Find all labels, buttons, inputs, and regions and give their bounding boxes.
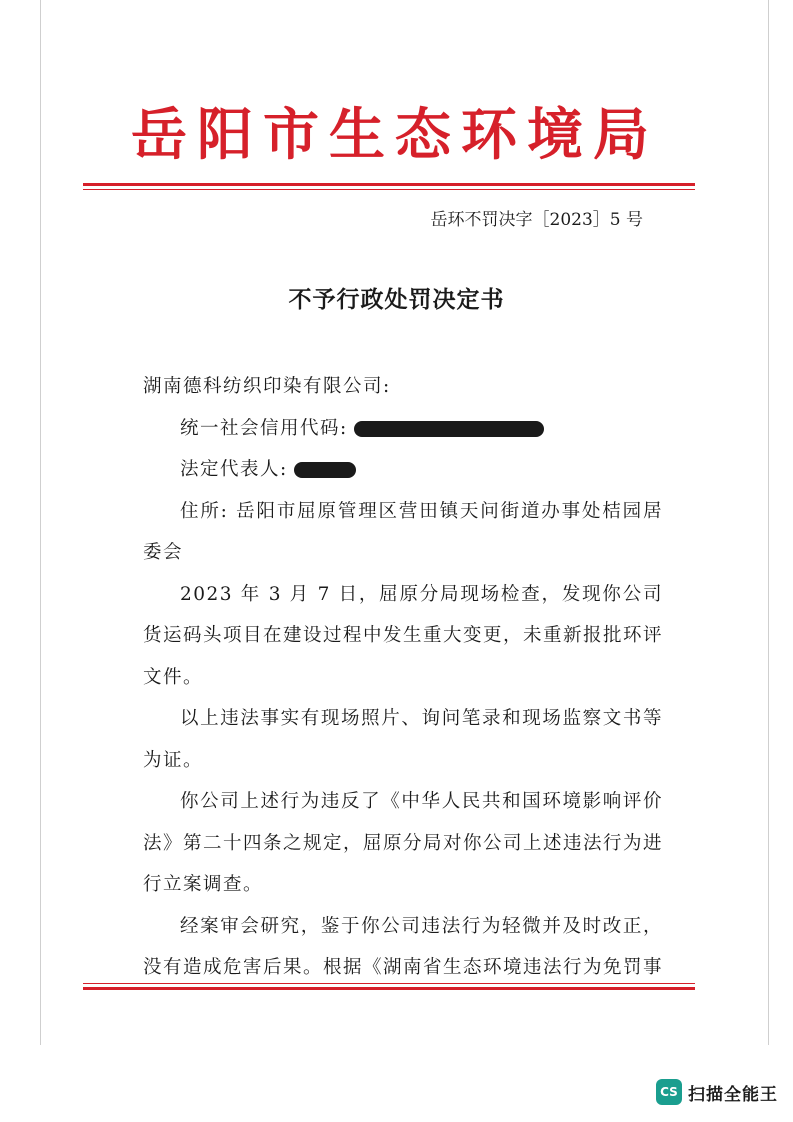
- scanner-label: 扫描全能王: [688, 1084, 778, 1105]
- address-line: [143, 491, 663, 574]
- legal-rep-line: [143, 449, 663, 491]
- scanner-watermark: [656, 1078, 778, 1106]
- redaction-bar: [354, 421, 544, 437]
- party-name: 湖南德科纺织印染有限公司:: [143, 376, 391, 397]
- footer-rule-thick: [83, 987, 695, 990]
- document-number: 岳环不罚决字［2023］5 号: [430, 210, 643, 230]
- redaction-bar: [294, 462, 356, 478]
- paragraph-violation: 你公司上述行为违反了《中华人民共和国环境影响评价法》第二十四条之规定，屈原分局对你公司上述违法行为进行立案调查。: [143, 791, 664, 895]
- paragraph-review: 经案审会研究，鉴于你公司违法行为轻微并及时改正，没有造成危害后果。根据《湖南省生态环境违法行为免罚事: [143, 915, 664, 978]
- address-label: 住所:: [180, 500, 229, 522]
- agency-letterhead: 岳阳市生态环境局: [131, 102, 659, 168]
- scan-edge-left: [40, 0, 41, 1045]
- camscanner-icon: CS: [656, 1079, 682, 1105]
- footer-rule-thin: [83, 983, 695, 984]
- scan-edge-right: [768, 0, 769, 1045]
- letterhead-rule-thick: [83, 183, 695, 186]
- legal-rep-label: 法定代表人:: [180, 459, 288, 480]
- credit-code-line: [143, 408, 663, 450]
- letterhead-rule-thin: [83, 189, 695, 190]
- address-value: 岳阳市屈原管理区营田镇天问街道办事处桔园居委会: [143, 500, 663, 563]
- credit-code-label: 统一社会信用代码:: [180, 417, 348, 439]
- paragraph-facts: 2023 年 3 月 7 日，屈原分局现场检查，发现你公司货运码头项目在建设过程中发生重大变更，未重新报批环评文件。: [143, 583, 664, 688]
- paragraph-evidence: 以上违法事实有现场照片、询问笔录和现场监察文书等为证。: [143, 708, 663, 771]
- document-title: 不予行政处罚决定书: [288, 287, 505, 313]
- document-body: [143, 366, 663, 989]
